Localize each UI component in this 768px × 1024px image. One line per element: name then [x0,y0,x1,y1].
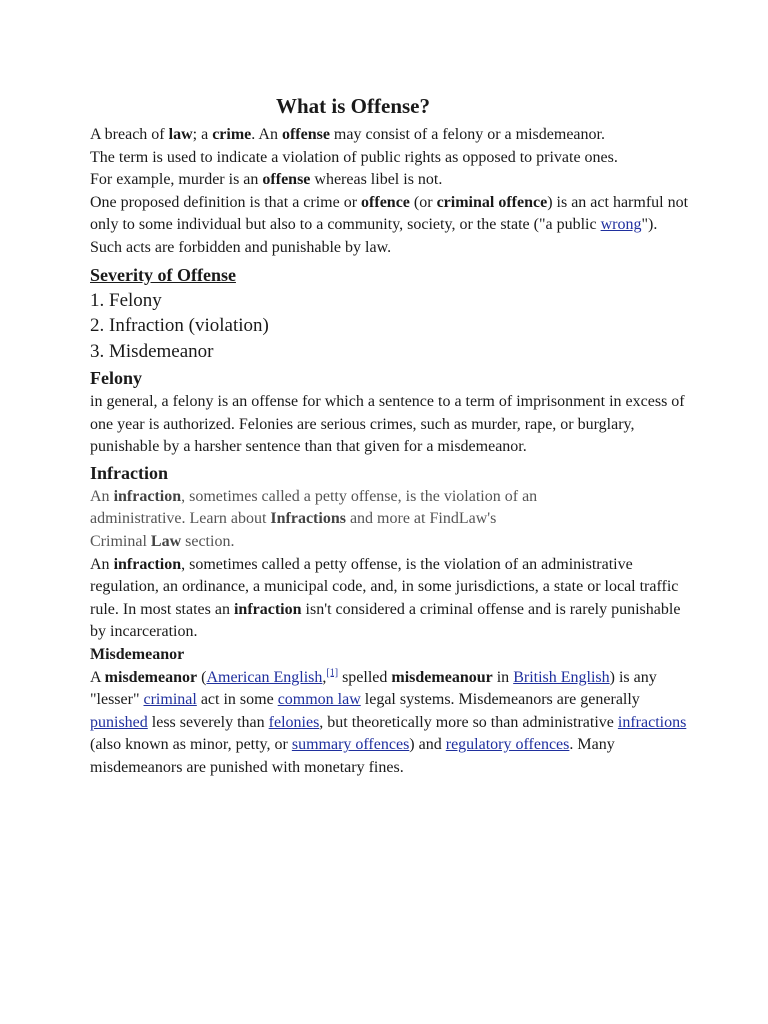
link-wrong[interactable]: wrong [600,216,642,234]
severity-item-felony: 1. Felony [90,289,162,311]
intro-text: A breach of [90,126,169,143]
bold-misdemeanor: misdemeanor [104,668,198,686]
misdemeanor-text: legal systems. Misdemeanors are generally [360,691,640,709]
definition-text: ) is an act harmful not only to some individual but also to a community, society, or the state ("a public [90,193,689,234]
misdemeanor-text: , but theoretically more so than administrative [319,713,618,731]
snippet-text: An [90,487,114,505]
link-infractions[interactable]: infractions [617,713,687,731]
misdemeanor-paragraph [90,667,690,780]
definition-text: One proposed definition is that a crime or [90,193,362,211]
misdemeanor-text: ) is any "lesser" [90,668,657,709]
link-criminal[interactable]: criminal [143,691,197,709]
link-regulatory-offences[interactable]: regulatory offences [445,736,570,754]
misdemeanor-heading: Misdemeanor [90,646,185,663]
misdemeanor-text: spelled [338,668,392,686]
bold-infraction: infraction [113,555,182,573]
snippet-text: , sometimes called a petty offense, is the violation of an administrative. Learn about [90,487,538,528]
infraction-paragraph [90,554,690,644]
bold-criminal-offence: criminal offence [436,193,548,211]
intro-text: . An [251,126,282,143]
bold-law: law [168,126,193,143]
infraction-heading: Infraction [90,462,168,483]
intro-paragraph [90,124,690,192]
severity-heading: Severity of Offense [90,264,236,285]
misdemeanor-text: ( [197,668,207,686]
misdemeanor-text: act in some [196,691,278,709]
misdemeanor-text: in [492,668,514,686]
severity-item-misdemeanor: 3. Misdemeanor [90,340,214,362]
definition-text: "). Such acts are forbidden and punishable by law. [90,216,658,256]
misdemeanor-text: less severely than [147,713,269,731]
link-common-law[interactable]: common law [277,691,361,709]
felony-paragraph: in general, a felony is an offense for which a sentence to a term of imprisonment in excess of one year is authorized. Felonies are serious crimes, such as murder, rape, or burglary, punishable by a harsher sentence than that given for a misdemeanor. [90,393,685,456]
document-page [90,92,690,780]
bold-offense: offense [281,126,330,143]
link-american-english[interactable]: American English [206,668,323,686]
footnote-link[interactable]: [1] [326,667,339,679]
intro-text: may consist of a felony or a misdemeanor. [329,126,605,143]
bold-law: Law [150,533,182,551]
snippet-text: section. [181,533,235,551]
infraction-snippet [90,486,590,554]
misdemeanor-text: , [322,668,327,686]
link-felonies[interactable]: felonies [268,713,320,731]
infraction-text: isn't considered a criminal offense and is rarely punishable by incarceration. [90,600,681,641]
intro-text: ; a [192,126,213,143]
link-summary-offences[interactable]: summary offences [291,736,410,754]
severity-item-infraction: 2. Infraction (violation) [90,315,269,337]
intro-text: The term is used to indicate a violation of public rights as opposed to private ones. [90,148,618,166]
page-title: What is Offense? [276,94,430,118]
bold-infraction: infraction [113,487,182,505]
definition-paragraph [90,192,690,260]
misdemeanor-text: . Many misdemeanors are punished with monetary fines. [90,736,615,776]
bold-infraction: infraction [233,600,302,618]
intro-text: For example, murder is an [90,171,263,189]
bold-crime: crime [212,126,252,143]
bold-misdemeanour: misdemeanour [391,668,493,686]
intro-text: whereas libel is not. [310,171,443,189]
misdemeanor-text: ) and [409,736,446,754]
misdemeanor-text: (also known as minor, petty, or [90,736,292,754]
bold-offense: offense [262,171,311,189]
infraction-text: , sometimes called a petty offense, is the violation of an administrative regulation, an ordinance, a municipal code, and, in some jurisdictions, a state or local traffic rule. In most states an [90,555,679,618]
snippet-text: Criminal [90,533,151,551]
felony-heading: Felony [90,368,142,389]
misdemeanor-text: A [90,668,105,686]
snippet-text: and more at FindLaw's [345,510,497,528]
definition-text: (or [409,193,437,211]
bold-infractions: Infractions [270,510,346,528]
link-british-english[interactable]: British English [513,668,610,686]
link-punished[interactable]: punished [90,713,148,731]
infraction-text: An [90,555,114,573]
bold-offence: offence [361,193,410,211]
